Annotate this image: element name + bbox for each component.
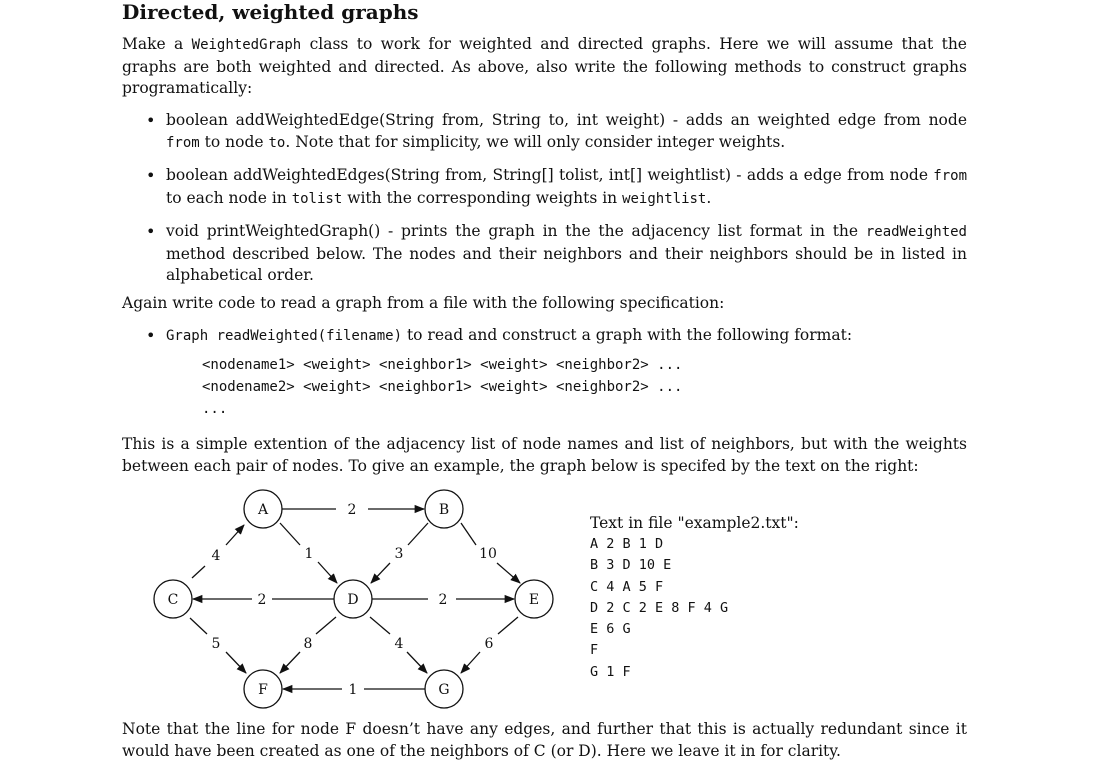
edge-e-g-1 xyxy=(498,617,518,634)
weight-b-e: 10 xyxy=(479,546,497,562)
edge-c-f-1 xyxy=(190,618,207,634)
edge-a-d-1 xyxy=(280,523,300,545)
edge-d-f-2 xyxy=(280,652,300,673)
edge-c-f-2 xyxy=(226,652,246,673)
method-2-text-1: boolean addWeightedEdges(String from, String[] tolist, int[] weightlist) - adds a edge from node xyxy=(166,166,934,184)
method-1-text-3: . Note that for simplicity, we will only consider integer weights. xyxy=(285,132,786,151)
file-lines xyxy=(590,534,799,683)
weight-d-g: 4 xyxy=(394,636,404,652)
weight-a-b: 2 xyxy=(347,502,357,518)
method-2-code-3: weightlist xyxy=(622,190,707,207)
weight-c-a: 4 xyxy=(211,548,221,564)
file-line-f: F xyxy=(590,642,599,659)
method-2-text-4: . xyxy=(706,188,712,207)
method-1-code-1: from xyxy=(166,134,200,151)
method-1-text-2: to node xyxy=(199,132,269,151)
weight-c-f: 5 xyxy=(211,636,221,652)
edge-b-d-1 xyxy=(408,523,428,545)
method-3-text-1: void printWeightedGraph() - prints the graph in the the adjacency list format in the xyxy=(166,222,866,240)
extension-paragraph: This is a simple extention of the adjacency list of node names and list of neighbors, but with the weights between each pair of nodes. To give an example, the graph below is specifed by the text on the right: xyxy=(122,435,967,475)
weight-g-f: 1 xyxy=(348,682,358,698)
file-line-a: A 2 B 1 D xyxy=(590,536,664,552)
file-title: Text in file "example2.txt": xyxy=(590,514,799,532)
node-e-label: E xyxy=(528,592,540,608)
weight-d-c: 2 xyxy=(257,592,267,608)
weight-d-e: 2 xyxy=(438,592,448,608)
read-item-text: to read and construct a graph with the following format: xyxy=(402,326,853,344)
file-line-b: B 3 D 10 E xyxy=(590,557,672,574)
node-b-label: B xyxy=(438,502,450,518)
method-2-text-2: to each node in xyxy=(166,188,292,207)
node-g-label: G xyxy=(438,682,450,698)
file-line-e: E 6 G xyxy=(590,621,631,638)
edge-c-a-1 xyxy=(192,566,205,578)
node-f-label: F xyxy=(258,682,268,698)
method-2-text-3: with the corresponding weights in xyxy=(342,188,623,207)
edge-d-f-1 xyxy=(316,617,336,634)
edge-a-d-2 xyxy=(318,562,337,583)
edge-b-e-2 xyxy=(497,563,520,583)
format-line-2: <nodename2> <weight> <neighbor1> <weight> <neighbor2> ... xyxy=(202,379,683,395)
read-item-code: Graph readWeighted(filename) xyxy=(166,328,403,344)
edge-b-d-2 xyxy=(371,563,390,583)
method-3-code-1: readWeighted xyxy=(865,224,967,240)
edge-d-g-1 xyxy=(370,617,390,634)
node-a-label: A xyxy=(257,502,269,518)
method-1-text-1: boolean addWeightedEdge(String from, String to, int weight) - adds an weighted edge from node xyxy=(166,111,967,129)
method-2-code-1: from xyxy=(933,168,967,184)
weight-b-d: 3 xyxy=(394,546,404,562)
weight-a-d: 1 xyxy=(304,546,314,562)
file-line-c: C 4 A 5 F xyxy=(590,578,664,595)
intro-text-1: Make a xyxy=(122,35,192,53)
node-c-label: C xyxy=(167,592,179,608)
intro-text-2: class to work for weighted and directed graphs. Here we will assume that the graphs are both weighted and directed. As above, also write the following methods to construct graphs programatically: xyxy=(122,35,967,97)
edge-b-e-1 xyxy=(461,523,476,545)
note-paragraph: Note that the line for node F doesn’t have any edges, and further that this is actually redundant since it would have been created as one of the neighbors of C (or D). Here we leave it in for clarity. xyxy=(122,720,967,760)
method-3-text-2: method described below. The nodes and their neighbors and their neighbors should be in listed in alphabetical order. xyxy=(166,244,967,284)
intro-code-1: WeightedGraph xyxy=(191,37,302,53)
edge-c-a-2 xyxy=(226,525,244,545)
file-listing xyxy=(590,512,799,683)
method-1-code-2: to xyxy=(268,134,286,151)
file-line-d: D 2 C 2 E 8 F 4 G xyxy=(590,599,729,616)
edge-d-g-2 xyxy=(407,652,427,673)
format-line-3: ... xyxy=(202,401,228,417)
node-d-label: D xyxy=(347,592,359,608)
section-title: Directed, weighted graphs xyxy=(122,0,419,24)
weight-e-g: 6 xyxy=(484,636,494,652)
weight-d-f: 8 xyxy=(303,636,313,652)
file-line-g: G 1 F xyxy=(590,663,631,680)
edge-e-g-2 xyxy=(461,652,480,673)
method-2-code-2: tolist xyxy=(291,190,343,207)
again-paragraph: Again write code to read a graph from a file with the following specification: xyxy=(122,294,725,312)
format-line-1: <nodename1> <weight> <neighbor1> <weight> <neighbor2> ... xyxy=(202,357,683,373)
